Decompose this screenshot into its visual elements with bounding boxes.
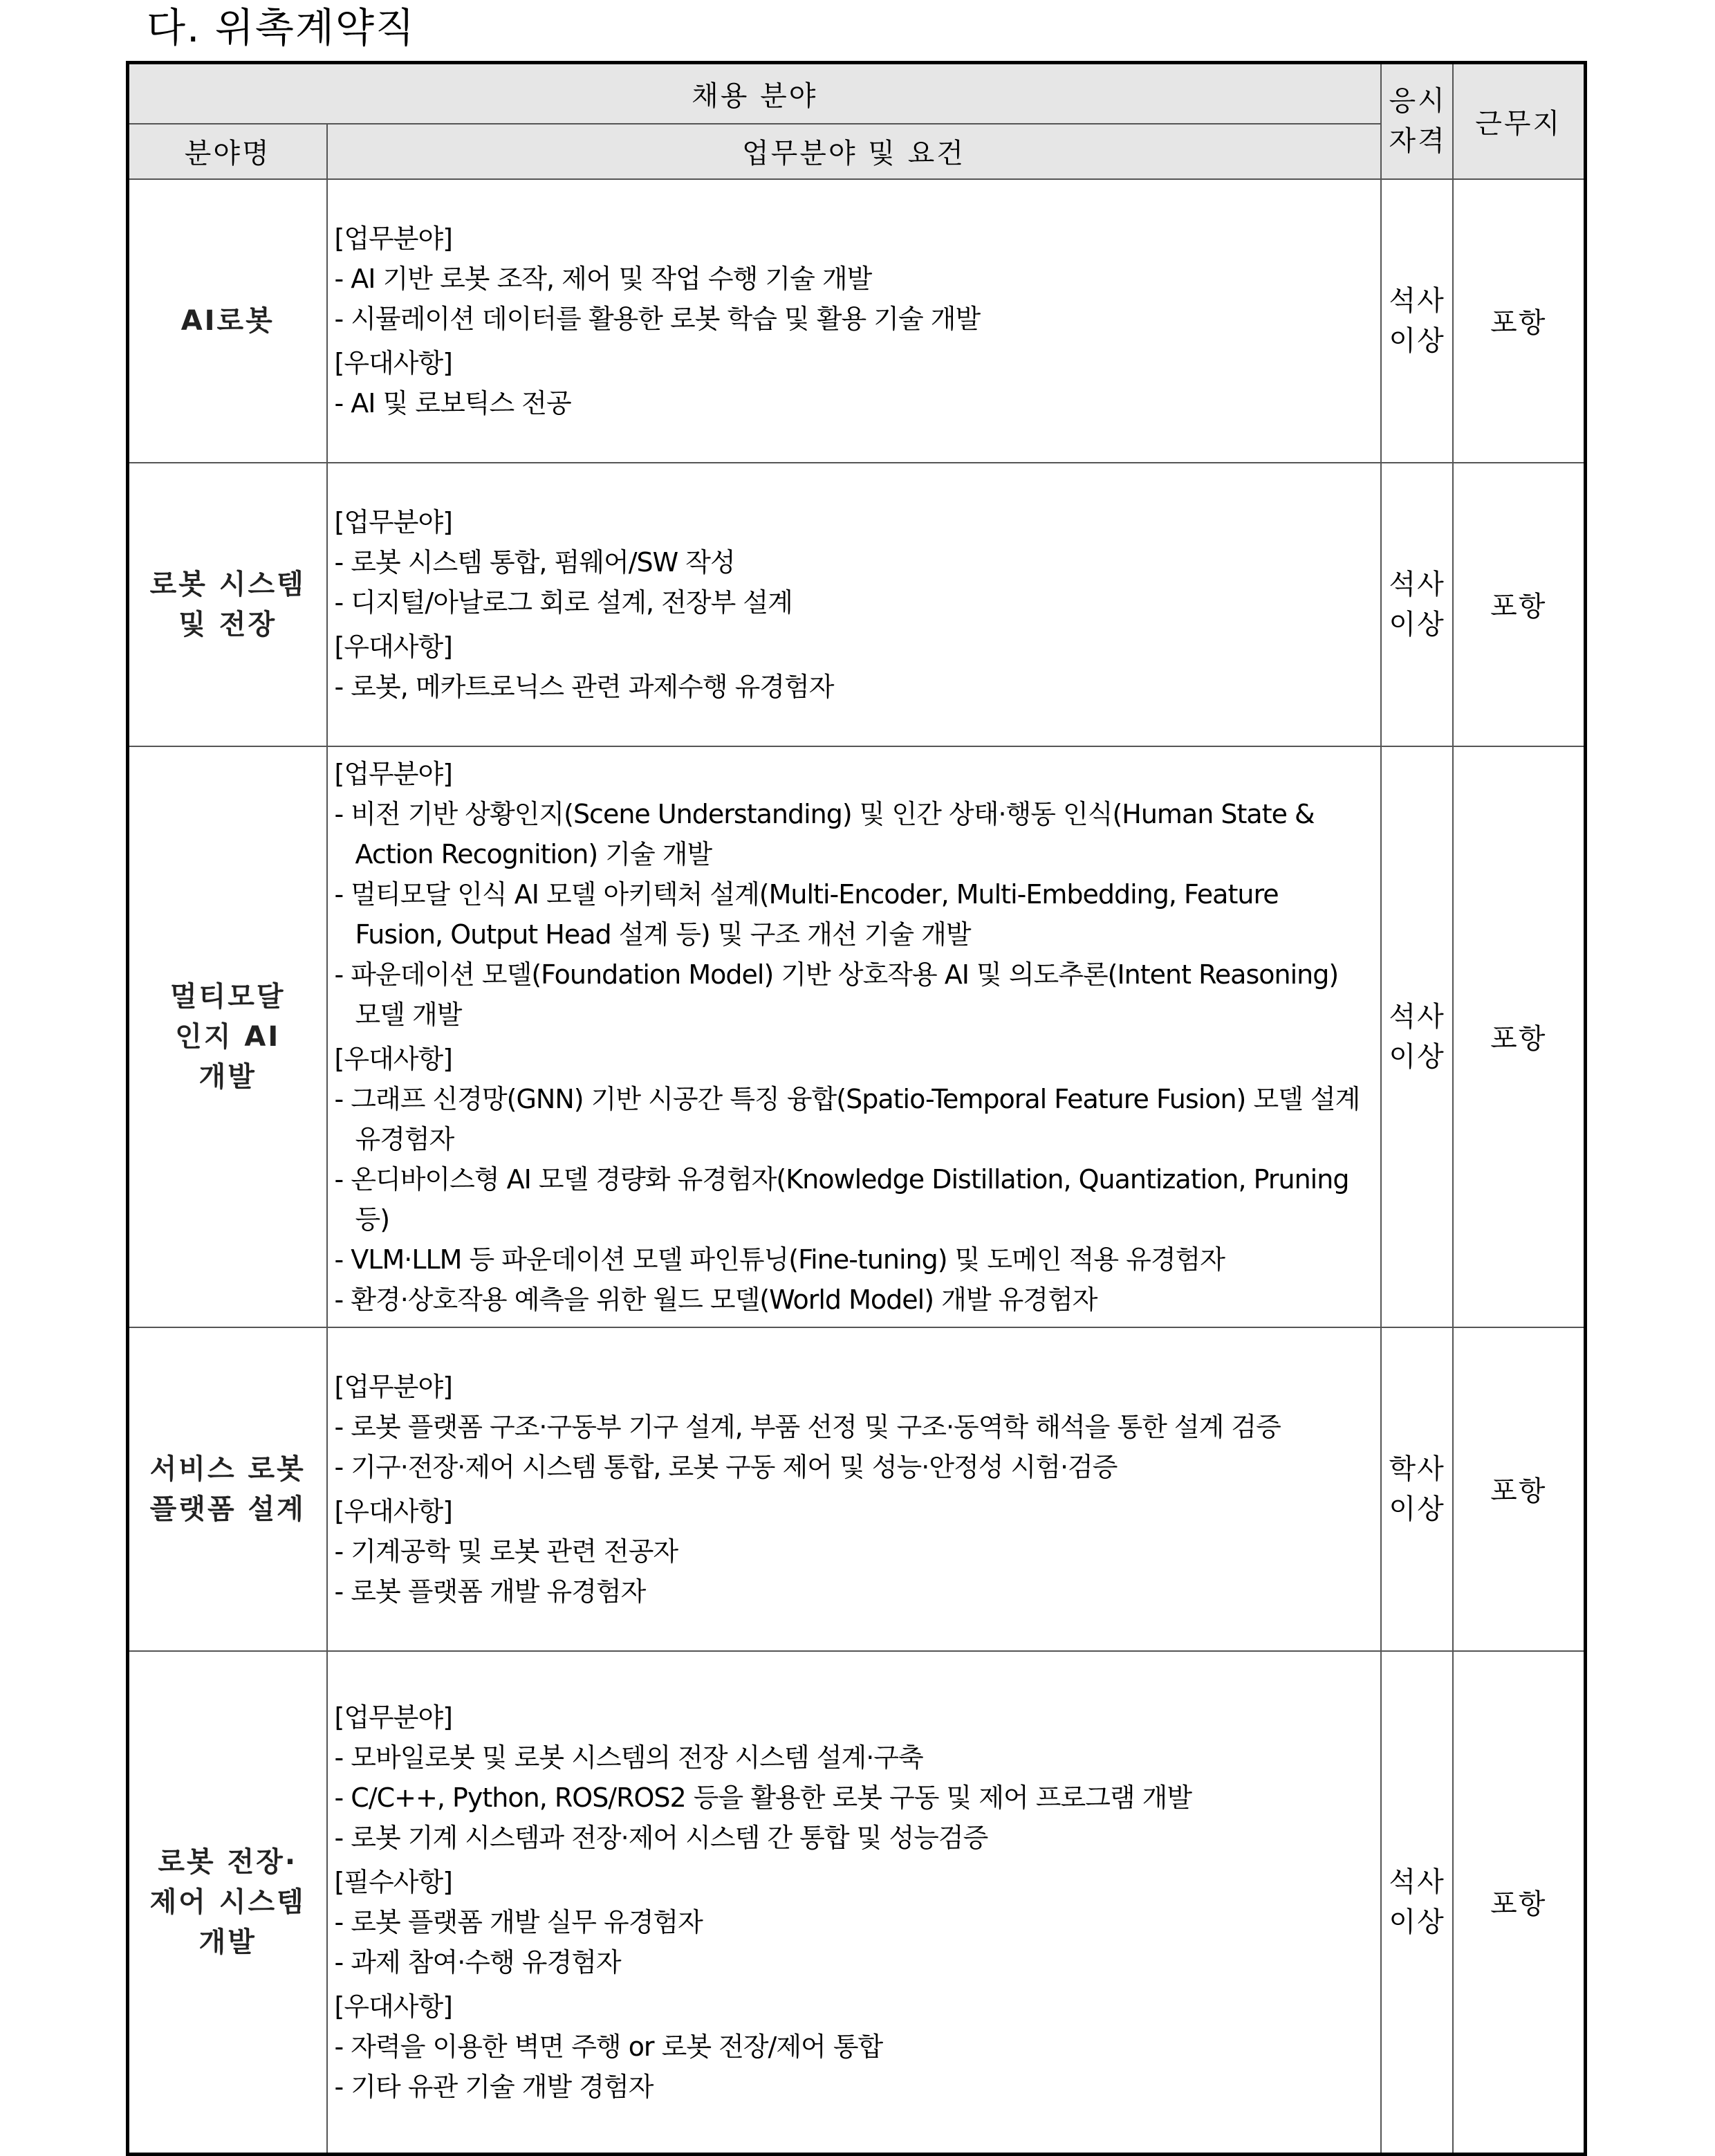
section-heading: [업무분야] — [334, 758, 452, 789]
field-name: 멀티모달 인지 AI 개발 — [169, 980, 286, 1093]
workplace-cell — [1453, 1651, 1586, 2155]
recruitment-table-container — [126, 61, 1584, 2156]
duties-cell — [327, 463, 1381, 746]
table-row — [128, 746, 1586, 1327]
table-body — [128, 179, 1586, 2155]
duties-section — [335, 502, 1368, 623]
qualification-value: 석사 이상 — [1389, 568, 1445, 641]
duties-section — [335, 1039, 1368, 1320]
table-header — [128, 63, 1586, 179]
section-heading: [우대사항] — [334, 1495, 452, 1527]
list-item: - 환경·상호작용 예측을 위한 월드 모델(World Model) 개발 유경험자 — [334, 1284, 1097, 1315]
header-duties: 업무분야 및 요건 — [327, 124, 1381, 179]
duties-section — [335, 219, 1368, 339]
workplace-value: 포항 — [1490, 1023, 1547, 1055]
duties-section — [335, 1987, 1368, 2107]
list-item: - 기타 유관 기술 개발 경험자 — [334, 2071, 653, 2102]
list-item: - 모바일로봇 및 로봇 시스템의 전장 시스템 설계·구축 — [334, 1742, 923, 1773]
field-name: 서비스 로봇 플랫폼 설계 — [149, 1453, 306, 1525]
list-item: - AI 및 로보틱스 전공 — [334, 387, 571, 418]
list-item: - 로봇 기계 시스템과 전장·제어 시스템 간 통합 및 성능검증 — [334, 1822, 988, 1853]
duties-cell — [327, 179, 1381, 463]
workplace-cell — [1453, 179, 1586, 463]
list-item: - 디지털/아날로그 회로 설계, 전장부 설계 — [334, 587, 792, 618]
list-item: - 시뮬레이션 데이터를 활용한 로봇 학습 및 활용 기술 개발 — [334, 303, 981, 334]
list-item: - 그래프 신경망(GNN) 기반 시공간 특징 융합(Spatio-Temporal Feature Fusion) 모델 설계 유경험자 — [334, 1083, 1360, 1154]
workplace-cell — [1453, 463, 1586, 746]
list-item: - 로봇 플랫폼 개발 유경험자 — [334, 1576, 646, 1607]
section-heading: [우대사항] — [334, 1043, 452, 1074]
workplace-cell — [1453, 746, 1586, 1327]
duties-section — [335, 1367, 1368, 1487]
section-heading: [필수사항] — [334, 1866, 452, 1897]
field-name-cell — [128, 463, 327, 746]
table-row — [128, 1651, 1586, 2155]
list-item: - 과제 참여·수행 유경험자 — [334, 1946, 621, 1978]
section-heading: [업무분야] — [334, 223, 452, 254]
duties-section — [335, 627, 1368, 707]
list-item: - 로봇, 메카트로닉스 관련 과제수행 유경험자 — [334, 671, 834, 702]
list-item: - 기구·전장·제어 시스템 통합, 로봇 구동 제어 및 성능·안정성 시험·검증 — [334, 1451, 1118, 1482]
workplace-value: 포항 — [1490, 1475, 1547, 1507]
qualification-cell — [1381, 1651, 1453, 2155]
header-field-name: 분야명 — [128, 124, 327, 179]
qualification-cell — [1381, 746, 1453, 1327]
list-item: - VLM·LLM 등 파운데이션 모델 파인튜닝(Fine-tuning) 및 도메인 적용 유경험자 — [334, 1244, 1225, 1275]
field-name-cell — [128, 179, 327, 463]
section-title: 다. 위촉계약직 — [147, 4, 416, 51]
section-heading: [우대사항] — [334, 1991, 452, 2022]
workplace-cell — [1453, 1327, 1586, 1651]
list-item: - 비전 기반 상황인지(Scene Understanding) 및 인간 상태·행동 인식(Human State & Action Recognition) 기술 개발 — [334, 798, 1315, 869]
section-heading: [업무분야] — [334, 506, 452, 537]
qualification-cell — [1381, 463, 1453, 746]
qualification-cell — [1381, 179, 1453, 463]
section-heading: [업무분야] — [334, 1702, 452, 1733]
list-item: - 자력을 이용한 벽면 주행 or 로봇 전장/제어 통합 — [334, 2031, 883, 2062]
section-heading: [업무분야] — [334, 1371, 452, 1402]
header-recruit-field: 채용 분야 — [128, 63, 1381, 124]
duties-section — [335, 1697, 1368, 1858]
qualification-value: 학사 이상 — [1389, 1453, 1445, 1525]
list-item: - 로봇 시스템 통합, 펌웨어/SW 작성 — [334, 546, 735, 578]
duties-section — [335, 754, 1368, 1035]
header-workplace: 근무지 — [1453, 63, 1586, 179]
workplace-value: 포항 — [1490, 591, 1547, 623]
workplace-value: 포항 — [1490, 307, 1547, 339]
section-heading: [우대사항] — [334, 347, 452, 378]
field-name: 로봇 전장·제어 시스템 개발 — [149, 1845, 306, 1958]
workplace-value: 포항 — [1490, 1888, 1547, 1921]
field-name: AI로봇 — [180, 304, 275, 337]
qualification-value: 석사 이상 — [1389, 1865, 1445, 1938]
table-row — [128, 463, 1586, 746]
duties-section — [335, 1862, 1368, 1982]
section-heading: [우대사항] — [334, 631, 452, 662]
header-qualification — [1381, 63, 1453, 179]
qualification-value: 석사 이상 — [1389, 284, 1445, 357]
list-item: - 온디바이스형 AI 모델 경량화 유경험자(Knowledge Distillation, Quantization, Pruning 등) — [334, 1163, 1349, 1235]
qualification-cell — [1381, 1327, 1453, 1651]
table-row — [128, 1327, 1586, 1651]
qualification-value: 석사 이상 — [1389, 1000, 1445, 1073]
list-item: - 멀티모달 인식 AI 모델 아키텍처 설계(Multi-Encoder, Multi-Embedding, Feature Fusion, Output Head 설계 등) 및 구조 개선 기술 개발 — [334, 878, 1279, 950]
duties-cell — [327, 1327, 1381, 1651]
duties-cell — [327, 1651, 1381, 2155]
field-name: 로봇 시스템 및 전장 — [149, 568, 306, 641]
duties-section — [335, 343, 1368, 423]
duties-section — [335, 1491, 1368, 1612]
list-item: - 로봇 플랫폼 개발 실무 유경험자 — [334, 1906, 703, 1937]
list-item: - 로봇 플랫폼 구조·구동부 기구 설계, 부품 선정 및 구조·동역학 해석을 통한 설계 검증 — [334, 1411, 1281, 1442]
list-item: - AI 기반 로봇 조작, 제어 및 작업 수행 기술 개발 — [334, 263, 872, 294]
field-name-cell — [128, 1327, 327, 1651]
field-name-cell — [128, 1651, 327, 2155]
table-row — [128, 179, 1586, 463]
list-item: - C/C++, Python, ROS/ROS2 등을 활용한 로봇 구동 및 제어 프로그램 개발 — [334, 1782, 1192, 1813]
recruitment-table — [126, 61, 1587, 2156]
duties-cell — [327, 746, 1381, 1327]
field-name-cell — [128, 746, 327, 1327]
list-item: - 기계공학 및 로봇 관련 전공자 — [334, 1536, 678, 1567]
header-qualification-text: 응시 자격 — [1389, 85, 1447, 158]
list-item: - 파운데이션 모델(Foundation Model) 기반 상호작용 AI 및 의도추론(Intent Reasoning) 모델 개발 — [334, 959, 1339, 1030]
